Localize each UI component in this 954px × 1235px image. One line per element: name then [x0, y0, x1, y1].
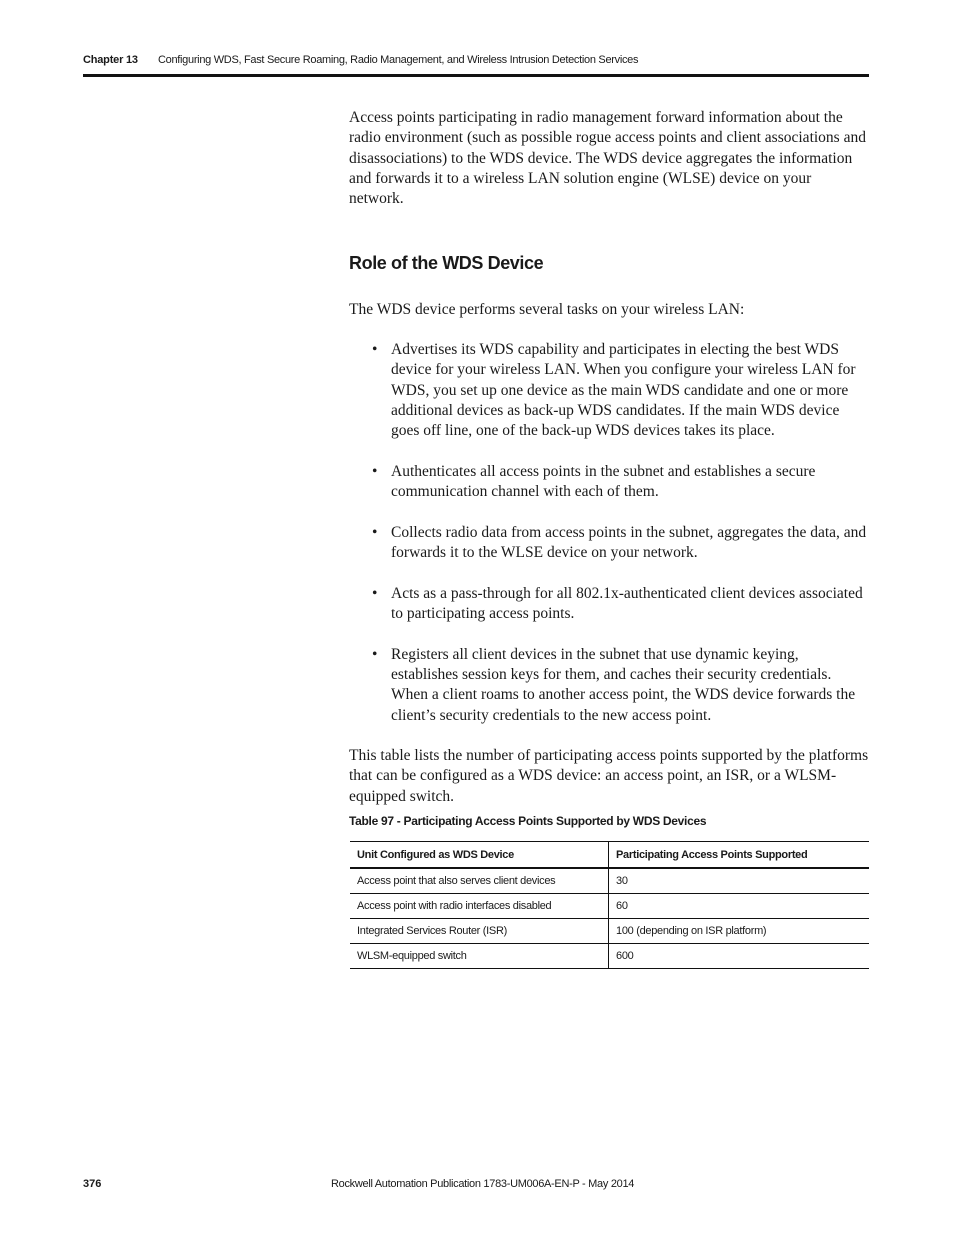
bullet-icon: • — [372, 645, 378, 663]
section-heading: Role of the WDS Device — [349, 253, 544, 273]
bullet-icon: • — [372, 584, 378, 602]
intro-paragraph: Access points participating in radio management forward information about the radio environment (such as possible rogue access points and client associations and disassociations) to the WDS device. The WDS device aggregates the information and forwards it to a wireless LAN solution engine (WLSE) device on your network. — [349, 109, 866, 208]
bullet-text: Authenticates all access points in the subnet and establishes a secure communication channel with each of them. — [391, 462, 816, 501]
column-header: Participating Access Points Supported — [609, 842, 870, 869]
table-cell: 60 — [609, 894, 870, 919]
bullet-icon: • — [372, 341, 378, 358]
table-caption: Table 97 - Participating Access Points Supported by WDS Devices — [349, 814, 707, 828]
table-cell: 600 — [609, 944, 870, 969]
header-rule — [83, 74, 869, 77]
page-number: 376 — [83, 1178, 102, 1190]
column-header: Unit Configured as WDS Device — [350, 842, 609, 869]
table-cell: WLSM-equipped switch — [350, 944, 609, 969]
table-cell: 30 — [609, 868, 870, 894]
tasks-intro-paragraph: The WDS device performs several tasks on your wireless LAN: — [349, 301, 745, 318]
bullet-icon: • — [372, 462, 378, 480]
chapter-title: Configuring WDS, Fast Secure Roaming, Radio Management, and Wireless Intrusion Detection Services — [158, 54, 639, 66]
table-intro-paragraph: This table lists the number of participating access points supported by the platforms that can be configured as a WDS device: an access point, an ISR, or a WLSM-equipped switch. — [349, 747, 869, 805]
bullet-text: Collects radio data from access points in the subnet, aggregates the data, and forwards it to the WLSE device on your network. — [391, 523, 867, 562]
bullet-item — [349, 584, 869, 625]
bullet-item — [349, 340, 869, 441]
bullet-text: Advertises its WDS capability and participates in electing the best WDS device for your wireless LAN. When you configure your wireless LAN for WDS, you set up one device as the main WDS candidate and one or more additional devices as back-up WDS candidates. If the main WDS device goes off line, one of the back-up WDS devices takes its place. — [391, 341, 856, 440]
bullet-text: Acts as a pass-through for all 802.1x-authenticated client devices associated to participating access points. — [391, 584, 863, 623]
bullet-item — [349, 523, 869, 564]
table-cell: Integrated Services Router (ISR) — [350, 919, 609, 944]
bullet-item — [349, 645, 869, 726]
bullet-item — [349, 462, 869, 503]
table-row — [350, 919, 869, 944]
table-row — [350, 894, 869, 919]
table-cell: Access point that also serves client devices — [350, 868, 609, 894]
publication-footer: Rockwell Automation Publication 1783-UM006A-EN-P - May 2014 — [331, 1178, 635, 1190]
chapter-label: Chapter 13 — [83, 54, 138, 66]
table-header-row — [350, 842, 869, 869]
table-row — [350, 868, 869, 894]
wds-support-table — [350, 841, 869, 969]
bullet-icon: • — [372, 523, 378, 541]
table-cell: Access point with radio interfaces disabled — [350, 894, 609, 919]
tasks-bullet-list — [349, 340, 869, 746]
table-row — [350, 944, 869, 969]
table-cell: 100 (depending on ISR platform) — [609, 919, 870, 944]
bullet-text: Registers all client devices in the subnet that use dynamic keying, establishes session keys for them, and caches their security credentials. When a client roams to another access point, the WDS device forwards the client’s security credentials to the new access point. — [391, 645, 856, 724]
